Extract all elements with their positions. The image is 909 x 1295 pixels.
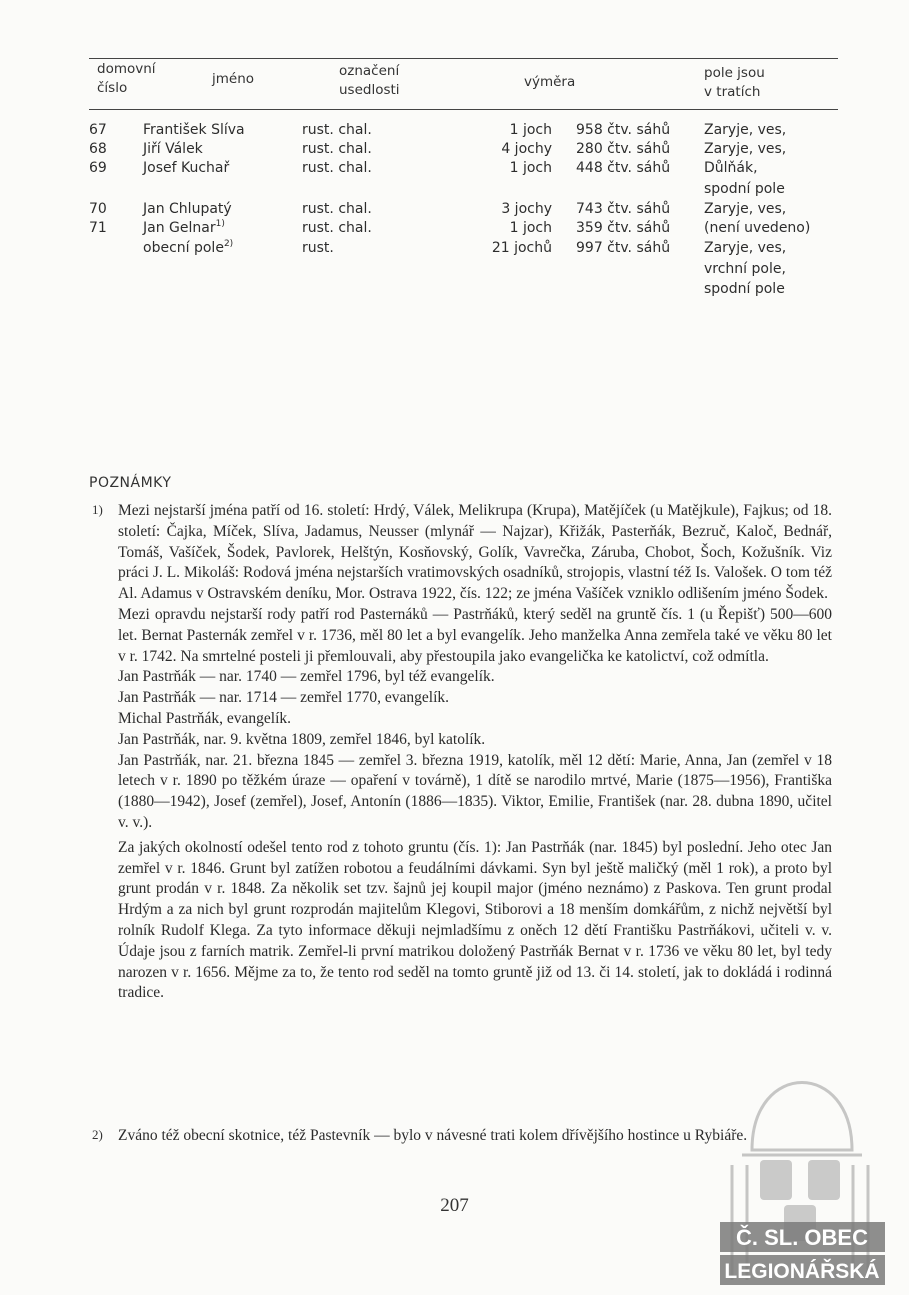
area-jochy-cell: 4 jochy [501,141,552,157]
footnote-1-line: Jan Pastrňák — nar. 1714 — zemřel 1770, evangelík. [118,689,450,707]
property-cell: rust. chal. [302,141,372,157]
footnote-reference: 2) [223,239,234,250]
fields-cell: Důlňák, [704,160,758,176]
area-sahu-cell: 359 čtv. sáhů [576,220,671,236]
footnote-2: Zváno též obecní skotnice, též Pastevník — bylo v návesné trati kolem dřívějšího hostince u Rybiáře. [118,1127,748,1144]
footnote-1-paragraph: Mezi opravdu nejstarší rody patří rod Pasternáků — Pastrňáků, který seděl na gruntě čís. 1 (u Řepišť) 500—600 let. Bernat Pasternák zemřel v r. 1736, měl 80 let a byl evangelík. Jeho manželka Anna zemřela také ve věku 80 let v r. 1742. Na smrtelné posteli ji přemlouvali, aby přestoupila jako evangelička ke katolictví, což odmítla. [118,605,832,665]
header-property: označení usedlosti [339,63,400,98]
footnote-1-line: Jan Pastrňák, nar. 9. května 1809, zemřel 1846, byl katolík. [118,730,486,748]
house-number-cell: 68 [89,141,107,157]
area-sahu-cell: 958 čtv. sáhů [576,122,671,138]
fields-cell: (není uvedeno) [704,220,811,236]
area-jochy-cell: 1 joch [509,122,552,138]
footnote-2-mark: 2) [92,1127,103,1142]
footnote-1-line: Jan Pastrňák — nar. 1740 — zemřel 1796, byl též evangelík. [118,668,495,686]
footnote-1-paragraph: Jan Pastrňák, nar. 21. března 1845 — zemřel 3. března 1919, katolík, měl 12 dětí: Marie, Anna, Jan (zemřel v 18 letech v r. 1890 po těžkém úraze — opaření v továrně), 1 dítě se narodilo mrtvé, Marie (1875—1956), Františka (1880—1942), Josef (zemřel), Josef, Antonín (1886—1835). Viktor, Emilie, František (nar. 28. dubna 1890, učitel v. v.). [118,751,832,831]
property-cell: rust. [302,240,334,256]
fields-cell: Zaryje, ves, [704,201,787,217]
name-cell: Jiří Válek [143,141,203,157]
footnote-reference: 1) [215,219,225,230]
helmet-emblem-icon [712,990,888,1290]
area-jochy-cell: 21 jochů [491,240,552,256]
name-cell: Jan Chlupatý [143,201,232,217]
area-jochy-cell: 3 jochy [501,201,552,217]
page-number: 207 [440,1195,469,1216]
footnote-1-line: Michal Pastrňák, evangelík. [118,709,292,727]
header-area: výměra [524,74,576,90]
name-cell: Jan Gelnar [143,220,216,236]
area-sahu-cell: 743 čtv. sáhů [576,201,671,217]
table-row [0,239,909,297]
name-with-reference [143,240,233,256]
fields-cell: spodní pole [704,281,785,297]
watermark-line2: LEGIONÁŘSKÁ [724,1260,880,1283]
area-sahu-cell: 280 čtv. sáhů [576,141,671,157]
table-top-rule [89,58,838,59]
watermark-line1: Č. SL. OBEC [735,1225,869,1250]
name-with-reference [143,220,225,236]
property-cell: rust. chal. [302,220,372,236]
house-number-cell: 69 [89,160,107,176]
area-jochy-cell: 1 joch [509,220,552,236]
property-cell: rust. chal. [302,122,372,138]
fields-cell: Zaryje, ves, [704,122,787,138]
legion-watermark [712,990,888,1290]
area-jochy-cell: 1 joch [509,160,552,176]
name-cell: Josef Kuchař [143,160,230,176]
header-house-number: domovní číslo [97,61,156,96]
footnote-1-paragraph: Za jakých okolností odešel tento rod z tohoto gruntu (čís. 1): Jan Pastrňák (nar. 1845) byl poslední. Jeho otec Jan zemřel v r. 1846. Grunt byl zatížen robotou a feudálními dávkami. Syn byl ještě maličký (měl 1 rok), a proto byl grunt prodán v r. 1848. Za několik set tzv. šajnů jej koupil major (jméno neznámo) z Paskova. Ten grunt prodal Hrdým a za nich byl grunt rozprodán majitelům Klegovi, Stiborovi a 18 menším domkářům, z nichž největší byl rolník Rudolf Klega. Za tyto informace děkuji nejmladšímu z oněch 12 dětí Františku Pastrňákovi, učiteli v. v. Údaje jsou z farních matrik. Zemřel-li první matrikou doložený Pastrňák Bernat v r. 1736 ve věku 80 let, byl tedy narozen v r. 1656. Mějme za to, že tento rod seděl na tomto gruntě již od 13. či 14. století, jak to dokládá i rodinná tradice. [118,838,832,1002]
area-sahu-cell: 448 čtv. sáhů [576,160,671,176]
house-number-cell: 71 [89,220,107,236]
house-number-cell: 67 [89,122,107,138]
fields-cell: Zaryje, ves, [704,240,787,256]
table-header-rule [89,109,838,110]
name-cell: František Slíva [143,122,245,138]
name-cell: obecní pole [143,240,224,256]
table-row [0,220,909,240]
footnote-1 [118,501,832,1004]
table-row [0,141,909,161]
property-cell: rust. chal. [302,160,372,176]
footnote-1-mark: 1) [92,502,103,517]
header-fields: pole jsou v tratích [704,65,765,100]
area-sahu-cell: 997 čtv. sáhů [576,240,671,256]
table-row [0,122,909,142]
footnote-1-paragraph: Mezi nejstarší jména patří od 16. století: Hrdý, Válek, Melikrupa (Krupa), Matějíček (u Matějkule), Fajkus; od 18. století: Čajka, Míček, Slíva, Jadamus, Neusser (mlynář — Najzar), Křižák, Pasterňák, Bezruč, Kaloč, Bednář, Tomáš, Vašíček, Šodek, Pavlorek, Helštýn, Kosňovský, Golík, Vavrečka, Záruba, Chobot, Šoch, Kožušník. Viz práci J. L. Mikoláš: Rodová jména nejstarších vratimovských osadníků, strojopis, vlastní též Is. Valošek. O tom též Al. Adamus v Ostravském deníku, Mor. Ostrava 1922, čís. 122; ze jména Vašíček vzniklo odlišením jméno Šodek. [118,502,832,603]
property-cell: rust. chal. [302,201,372,217]
header-name: jméno [212,71,255,87]
fields-cell: spodní pole [704,180,785,197]
notes-title: POZNÁMKY [89,475,172,491]
fields-cell: Zaryje, ves, [704,141,787,157]
table-row [0,160,909,197]
house-number-cell: 70 [89,201,107,217]
table-row [0,201,909,221]
fields-cell: vrchní pole, [704,260,786,277]
